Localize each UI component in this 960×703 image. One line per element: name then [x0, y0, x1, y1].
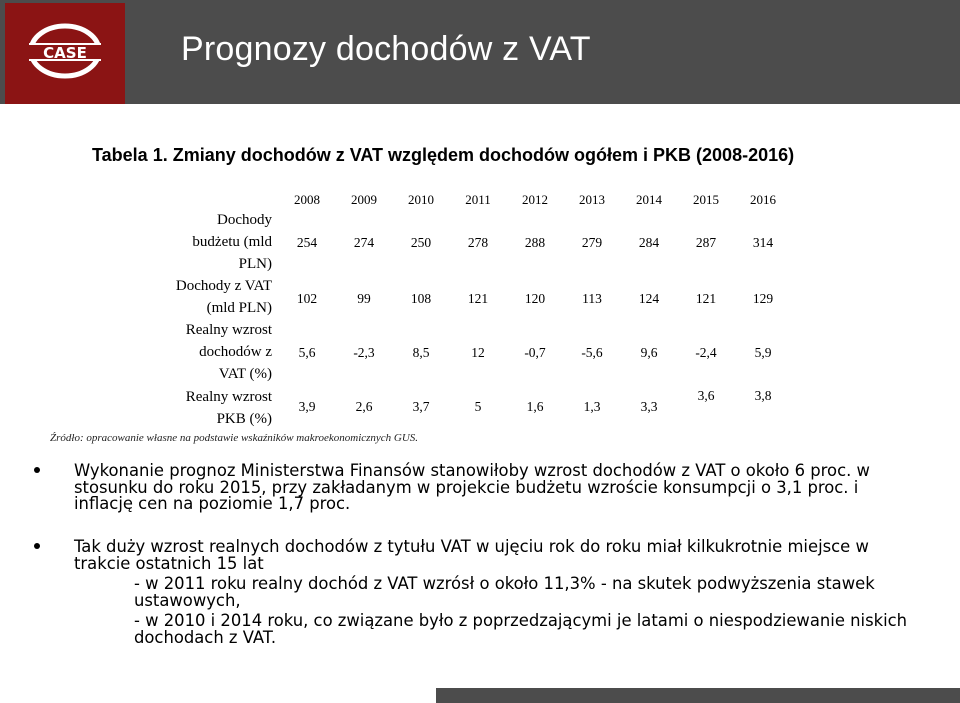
row-label-line: Realny wzrost [185, 389, 272, 405]
table-cell: 99 [357, 291, 371, 306]
table-cell: 108 [410, 291, 432, 306]
row-label-real-vat-growth [0, 319, 272, 385]
subitem-2010-2014 [134, 612, 924, 646]
subitem-line: ustawowych, [134, 591, 241, 610]
row-label-line: VAT (%) [218, 366, 272, 382]
header-bar [0, 0, 960, 104]
table-header-row [287, 189, 787, 211]
table-cell: 9,6 [640, 345, 658, 360]
table-cell: -2,4 [695, 345, 717, 360]
paragraph-line: stosunku do roku 2015, przy zakładanym w projekcie budżetu wzroście konsumpcji o 3,1 proc. i [74, 477, 859, 497]
table-cell: 8,5 [412, 345, 430, 360]
bullet-dot-icon [34, 543, 40, 549]
table-caption: Tabela 1. Zmiany dochodów z VAT względem dochodów ogółem i PKB (2008-2016) [92, 145, 795, 165]
year-header: 2010 [408, 192, 434, 207]
table-cell: 3,3 [640, 399, 658, 414]
table-cell: 284 [638, 235, 660, 250]
table-cell: -0,7 [524, 345, 546, 360]
table-cell: 5,6 [298, 345, 316, 360]
table-cell: 250 [410, 235, 432, 250]
table-cell: 113 [582, 291, 602, 306]
table-cell: 120 [524, 291, 546, 306]
table-row [287, 288, 787, 310]
table-cell: 12 [471, 345, 485, 360]
table-cell: 1,6 [526, 399, 544, 414]
logo-text: CASE [43, 44, 87, 62]
row-label-line: (mld PLN) [206, 300, 272, 316]
paragraph-line: inflację cen na poziomie 1,7 proc. [74, 494, 351, 513]
table-cell: 102 [296, 291, 318, 306]
bullet-paragraph-forecast [74, 463, 914, 513]
row-label-real-gdp-growth [0, 386, 272, 430]
table-cell: -5,6 [581, 345, 603, 360]
table-cell: 121 [695, 291, 717, 306]
table-cell: 3,7 [412, 399, 430, 414]
row-label-line: Realny wzrost [185, 322, 272, 338]
row-label-budget-revenue [0, 209, 272, 275]
table-cell: 3,8 [754, 388, 772, 403]
row-label-line: Dochody z VAT [175, 278, 272, 294]
table-cell: 274 [353, 235, 375, 250]
row-label-line: dochodów z [199, 344, 272, 360]
table-cell: 124 [638, 291, 660, 306]
table-cell: -2,3 [353, 345, 375, 360]
footer-bar [436, 688, 960, 703]
table-source-note: Źródło: opracowanie własne na podstawie wskaźników makroekonomicznych GUS. [50, 432, 419, 444]
case-logo [5, 3, 125, 104]
table-cell: 278 [467, 235, 489, 250]
row-label-line: PKB (%) [216, 411, 272, 427]
year-header: 2011 [465, 192, 491, 207]
year-header: 2014 [636, 192, 662, 207]
year-header: 2008 [294, 192, 320, 207]
table-cell: 287 [695, 235, 717, 250]
paragraph-line: Wykonanie prognoz Ministerstwa Finansów stanowiłoby wzrost dochodów z VAT o około 6 proc. w [74, 461, 870, 480]
year-header: 2009 [351, 192, 377, 207]
subitem-line: - w 2010 i 2014 roku, co związane było z poprzedzającymi je latami o niespodziewanie niskich [134, 611, 908, 630]
table-cell: 254 [296, 235, 318, 250]
paragraph-line: Tak duży wzrost realnych dochodów z tytułu VAT w ujęciu rok do roku miał kilkukrotnie miejsce w [74, 537, 869, 556]
table-cell: 3,9 [298, 399, 316, 414]
page-title: Prognozy dochodów z VAT [181, 30, 591, 68]
subitem-line: - w 2011 roku realny dochód z VAT wzrósł o około 11,3% - na skutek podwyższenia stawek [134, 574, 875, 593]
year-header: 2013 [579, 192, 605, 207]
year-header: 2015 [693, 192, 719, 207]
table-cell: 279 [581, 235, 603, 250]
case-logo-icon [5, 3, 125, 104]
table-cell: 121 [467, 291, 489, 306]
bullet-paragraph-history [74, 539, 914, 572]
row-label-line: Dochody [217, 212, 272, 228]
subitem-line: dochodach z VAT. [134, 628, 277, 647]
table-row [287, 232, 787, 254]
table-cell: 129 [752, 291, 774, 306]
bullet-dot-icon [34, 467, 40, 473]
table-row [287, 388, 787, 418]
table-cell: 2,6 [355, 399, 373, 414]
table-cell: 5,9 [754, 345, 772, 360]
row-label-line: PLN) [238, 256, 272, 272]
table-cell: 1,3 [583, 399, 601, 414]
table-row [287, 342, 787, 364]
paragraph-line: trakcie ostatnich 15 lat [74, 553, 264, 573]
year-header: 2016 [750, 192, 776, 207]
table-cell: 3,6 [697, 388, 715, 403]
subitem-2011 [134, 575, 924, 609]
table-cell: 314 [752, 235, 774, 250]
row-label-line: budżetu (mld [192, 234, 272, 250]
table-cell: 288 [524, 235, 546, 250]
year-header: 2012 [522, 192, 548, 207]
table-cell: 5 [474, 399, 482, 414]
row-label-vat-revenue [0, 275, 272, 319]
